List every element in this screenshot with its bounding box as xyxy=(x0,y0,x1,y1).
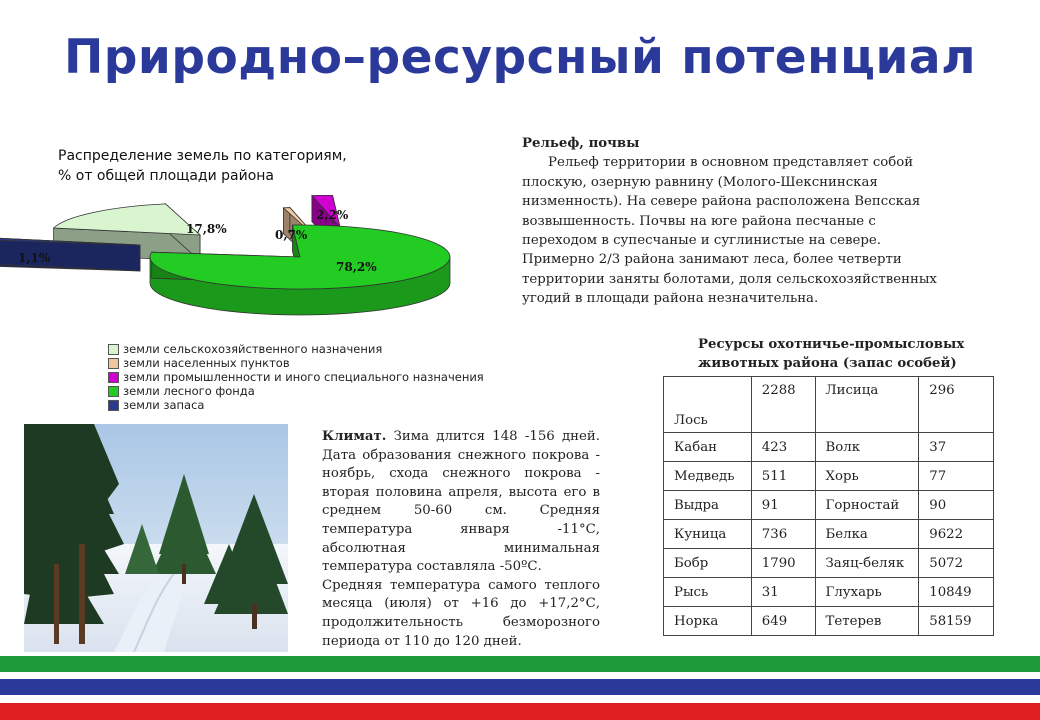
animal-name: Выдра xyxy=(664,491,752,520)
photo-illustration xyxy=(24,424,288,652)
pie-chart xyxy=(0,195,520,325)
table-row xyxy=(664,491,994,520)
table-row xyxy=(664,462,994,491)
animal-name: Бобр xyxy=(664,549,752,578)
animal-name: Рысь xyxy=(664,578,752,607)
chart-title xyxy=(58,146,388,186)
animal-count: 91 xyxy=(751,491,815,520)
animal-name: Белка xyxy=(815,520,919,549)
climate-paragraph-1 xyxy=(322,428,600,577)
animal-count: 10849 xyxy=(919,578,994,607)
table-row xyxy=(664,520,994,549)
legend-label-forest: земли лесного фонда xyxy=(123,384,255,398)
animal-count: 1790 xyxy=(751,549,815,578)
legend-item-settlements xyxy=(108,356,538,370)
animal-count: 423 xyxy=(751,433,815,462)
pie-label-0: 17,8% xyxy=(186,222,227,236)
animal-name: Кабан xyxy=(664,433,752,462)
animal-count: 58159 xyxy=(919,607,994,636)
chart-title-line-1: Распределение земель по категориям, xyxy=(58,148,347,164)
relief-section xyxy=(522,134,952,309)
resources-table xyxy=(663,376,994,636)
animal-count: 5072 xyxy=(919,549,994,578)
table-row xyxy=(664,607,994,636)
legend-label-industry: земли промышленности и иного специального назначения xyxy=(123,370,484,384)
relief-text: Рельеф территории в основном представляет собой плоскую, озерную равнину (Молого-Шекснинская низменность). На севере района расположена Вепсская возвышенность. Почвы на юге района песчаные с переходом в супесчаные и суглинистые на севере. Примерно 2/3 района занимают леса, более четверти территории заняты болотами, доля сельскохозяйственных угодий в площади района незначительна. xyxy=(522,155,937,307)
legend-swatch-industry xyxy=(108,372,119,383)
legend-label-agri: земли сельскохозяйственного назначения xyxy=(123,342,383,356)
table-row xyxy=(664,578,994,607)
stripe-red xyxy=(0,703,1040,720)
animal-count: 736 xyxy=(751,520,815,549)
legend-item-reserve xyxy=(108,398,538,412)
climate-section xyxy=(322,428,600,651)
chart-title-line-2: % от общей площади района xyxy=(58,168,274,184)
table-row xyxy=(664,433,994,462)
pie-label-2: 2,2% xyxy=(316,208,349,222)
animal-count: 90 xyxy=(919,491,994,520)
animal-name: Лось xyxy=(664,377,752,433)
animal-count: 9622 xyxy=(919,520,994,549)
animal-name: Хорь xyxy=(815,462,919,491)
page-title: Природно–ресурсный потенциал xyxy=(63,30,977,85)
chart-legend xyxy=(108,342,538,412)
climate-text-1: Зима длится 148 -156 дней. Дата образования снежного покрова - ноябрь, схода снежного покрова - вторая половина апреля, высота его в среднем 50-60 см. Средняя температура января -11°С, абсолютная минимальная температура составляла -50ºС. xyxy=(322,429,600,575)
animal-count: 649 xyxy=(751,607,815,636)
animal-name: Волк xyxy=(815,433,919,462)
animal-name: Заяц-беляк xyxy=(815,549,919,578)
animal-count: 77 xyxy=(919,462,994,491)
legend-item-industry xyxy=(108,370,538,384)
legend-label-settlements: земли населенных пунктов xyxy=(123,356,290,370)
animal-name: Лисица xyxy=(815,377,919,433)
legend-swatch-settlements xyxy=(108,358,119,369)
pie-label-4: 1,1% xyxy=(18,251,51,265)
table-row xyxy=(664,549,994,578)
legend-swatch-reserve xyxy=(108,400,119,411)
legend-swatch-agri xyxy=(108,344,119,355)
animal-name: Горностай xyxy=(815,491,919,520)
climate-paragraph-2: Средняя температура самого теплого месяца (июля) от +16 до +17,2°С, продолжительность безморозного периода от 110 до 120 дней. xyxy=(322,577,600,649)
animal-name: Тетерев xyxy=(815,607,919,636)
resources-title xyxy=(698,335,968,373)
legend-swatch-forest xyxy=(108,386,119,397)
animal-count: 511 xyxy=(751,462,815,491)
relief-heading: Рельеф, почвы xyxy=(522,136,640,151)
legend-item-agri xyxy=(108,342,538,356)
resources-title-line-1: Ресурсы охотничье-промысловых xyxy=(698,337,965,352)
animal-name: Куница xyxy=(664,520,752,549)
table-row xyxy=(664,377,994,433)
climate-heading: Климат. xyxy=(322,429,387,444)
pie-label-1: 0,7% xyxy=(275,228,308,242)
animal-count: 2288 xyxy=(751,377,815,433)
pie-label-3: 78,2% xyxy=(336,260,377,274)
animal-count: 37 xyxy=(919,433,994,462)
legend-label-reserve: земли запаса xyxy=(123,398,205,412)
stripe-blue xyxy=(0,679,1040,695)
resources-title-line-2: животных района (запас особей) xyxy=(698,356,957,371)
animal-name: Норка xyxy=(664,607,752,636)
animal-name: Медведь xyxy=(664,462,752,491)
animal-name: Глухарь xyxy=(815,578,919,607)
animal-count: 31 xyxy=(751,578,815,607)
legend-item-forest xyxy=(108,384,538,398)
animal-count: 296 xyxy=(919,377,994,433)
stripe-green xyxy=(0,656,1040,672)
winter-forest-photo xyxy=(24,424,288,652)
